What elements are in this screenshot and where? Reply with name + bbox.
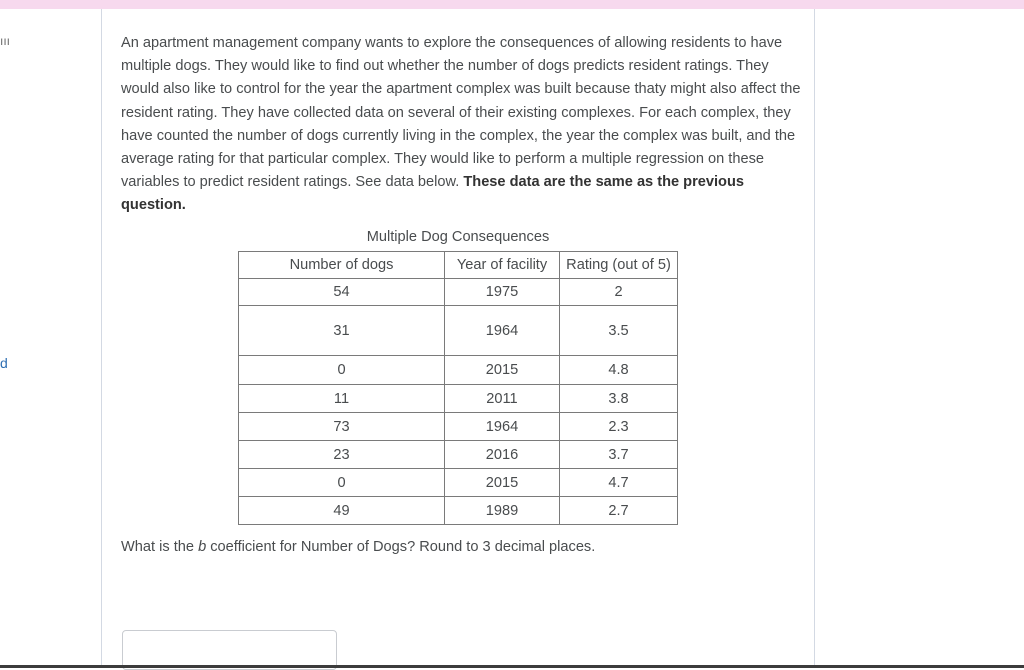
header-rating: Rating (out of 5) <box>560 252 678 279</box>
gutter-mark-top: ııı <box>0 34 11 48</box>
header-year-of-facility: Year of facility <box>445 252 560 279</box>
cell-year: 1975 <box>445 279 560 306</box>
cell-dogs: 49 <box>239 497 445 525</box>
gutter-mark-mid: d <box>0 355 8 371</box>
content-frame-right-border <box>814 9 815 668</box>
table-row <box>239 413 678 441</box>
answer-prompt <box>121 539 595 555</box>
cell-rating: 4.8 <box>560 356 678 385</box>
cell-rating: 3.7 <box>560 441 678 469</box>
cell-year: 1964 <box>445 306 560 356</box>
prompt-prefix: What is the <box>121 539 199 555</box>
cell-dogs: 0 <box>239 356 445 385</box>
table-row <box>239 469 678 497</box>
cell-rating: 2 <box>560 279 678 306</box>
cell-rating: 2.7 <box>560 497 678 525</box>
cell-rating: 3.8 <box>560 385 678 413</box>
cell-year: 1964 <box>445 413 560 441</box>
cell-rating: 3.5 <box>560 306 678 356</box>
cell-dogs: 11 <box>239 385 445 413</box>
question-bold-note: These data are the same as the previous question. <box>121 174 745 214</box>
answer-input[interactable] <box>122 630 337 670</box>
cell-year: 2015 <box>445 356 560 385</box>
cell-rating: 2.3 <box>560 413 678 441</box>
cell-dogs: 73 <box>239 413 445 441</box>
cell-dogs: 54 <box>239 279 445 306</box>
cell-rating: 4.7 <box>560 469 678 497</box>
table-row <box>239 279 678 306</box>
table-row <box>239 306 678 356</box>
table-row <box>239 497 678 525</box>
table-caption: Multiple Dog Consequences <box>366 229 550 245</box>
question-text <box>121 32 801 218</box>
prompt-suffix: coefficient for Number of Dogs? Round to 3 decimal places. <box>206 539 596 555</box>
data-table <box>238 251 678 525</box>
cell-year: 2011 <box>445 385 560 413</box>
cell-year: 2016 <box>445 441 560 469</box>
cell-dogs: 23 <box>239 441 445 469</box>
header-number-of-dogs: Number of dogs <box>239 252 445 279</box>
cell-dogs: 31 <box>239 306 445 356</box>
cell-year: 2015 <box>445 469 560 497</box>
cell-dogs: 0 <box>239 469 445 497</box>
top-color-band <box>0 0 1024 9</box>
cell-year: 1989 <box>445 497 560 525</box>
content-frame-left-border <box>101 9 102 668</box>
table-header-row <box>239 252 678 279</box>
table-row <box>239 356 678 385</box>
table-row <box>239 441 678 469</box>
prompt-italic-b: b <box>198 539 207 555</box>
question-body: An apartment management company wants to explore the consequences of allowing residents to have multiple dogs. They would like to find out whether the number of dogs predicts resident ratings. They would also like to control for the year the apartment complex was built because thaty might also affect the resident rating. They have collected data on several of their existing complexes. For each complex, they have counted the number of dogs currently living in the complex, the year the complex was built, and the average rating for that particular complex. They would like to perform a multiple regression on these variables to predict resident ratings. See data below. <box>121 35 801 191</box>
table-row <box>239 385 678 413</box>
